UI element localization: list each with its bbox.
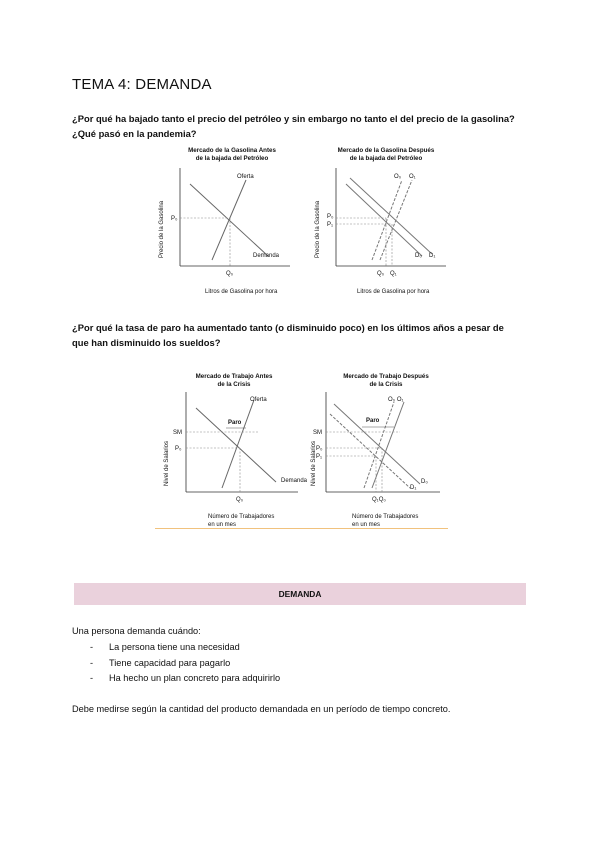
labour-right-d1-label: D₁	[410, 485, 417, 491]
bullet-marker: -	[90, 673, 94, 683]
bullet-marker: -	[90, 658, 94, 668]
gas-right-o1-label: O₁	[409, 174, 416, 180]
labour-left-sm-label: SM	[173, 430, 182, 436]
labour-right-demand-1-line	[330, 414, 410, 488]
labour-left-y-label: Nivel de Salarios	[164, 440, 170, 486]
gas-right-d0-label: D₀	[415, 253, 422, 259]
gas-left-title-1: Mercado de la Gasolina Antes	[188, 147, 276, 154]
gas-right-title-2: de la bajada del Petróleo	[349, 155, 423, 162]
labour-left-x-label-2: en un mes	[208, 522, 237, 528]
bullet-item	[90, 658, 230, 668]
labour-right-title-1: Mercado de Trabajo Después	[343, 373, 429, 380]
labour-right-demand-0-line	[334, 404, 420, 484]
question-1-line-2: ¿Qué pasó en la pandemia?	[72, 128, 197, 139]
gas-right-q0-label: Q₀	[377, 271, 385, 277]
labour-right-sm-label: SM	[313, 430, 322, 436]
gas-right-x-label: Litros de Gasolina por hora	[357, 289, 430, 295]
labour-right-supply-1-line	[372, 402, 404, 488]
labour-right-y-label: Nivel de Salarios	[311, 440, 317, 486]
gas-left-title-2: de la bajada del Petróleo	[195, 155, 269, 162]
labour-right-supply-0-line	[364, 402, 394, 488]
labour-right-p1-label: P₁	[316, 454, 323, 460]
labour-right-paro-label: Paro	[366, 418, 380, 424]
bullet-item	[90, 673, 280, 683]
closing-text: Debe medirse según la cantidad del producto demandada en un período de tiempo concreto.	[72, 704, 451, 714]
labour-left-x-label-1: Número de Trabajadores	[208, 514, 275, 520]
gas-left-demand-label: Demanda	[253, 253, 280, 259]
bullet-item	[90, 642, 240, 652]
gas-right-p1-label: P₁	[327, 222, 334, 228]
gas-left-y-label: Precio de la Gasolina	[159, 200, 165, 258]
gas-right-o0-label: O₀	[394, 174, 402, 180]
section-header-title: DEMANDA	[278, 589, 322, 599]
gas-left-supply-line	[212, 180, 246, 260]
question-1	[72, 111, 542, 141]
gas-right-supply-1-line	[380, 180, 412, 260]
bullet-text: Ha hecho un plan concreto para adquirirlo	[109, 673, 281, 683]
gas-right-supply-0-line	[372, 180, 402, 260]
labour-right-x-label-1: Número de Trabajadores	[352, 514, 419, 520]
gas-right-demand-0-line	[346, 184, 422, 256]
labour-right-q-label: Q₁Q₀	[372, 497, 386, 503]
gas-right-q1-label: Q₁	[390, 271, 397, 277]
section-header-band	[74, 583, 526, 605]
bullet-text: La persona tiene una necesidad	[109, 642, 240, 652]
question-1-line-1: ¿Por qué ha bajado tanto el precio del petróleo y sin embargo no tanto el del precio de la gasolina?	[72, 113, 515, 124]
page-title: TEMA 4: DEMANDA	[72, 76, 212, 93]
gas-left-supply-label: Oferta	[237, 174, 254, 180]
intro-text: Una persona demanda cuándo:	[72, 626, 201, 636]
labour-right-p0-label: P₀	[316, 446, 323, 452]
labour-left-supply-line	[222, 400, 254, 488]
bullet-text: Tiene capacidad para pagarlo	[109, 658, 231, 668]
labour-left-p-label: P₀	[175, 446, 182, 452]
question-2-line-1: ¿Por qué la tasa de paro ha aumentado tanto (o disminuido poco) en los últimos años a pesar de	[72, 322, 504, 333]
question-2-line-2: que han disminuido los sueldos?	[72, 337, 221, 348]
labour-right-title-2: de la Crisis	[369, 381, 403, 388]
gas-right-title-1: Mercado de la Gasolina Después	[337, 147, 435, 154]
labour-left-q-label: Q₀	[236, 497, 244, 503]
labour-left-title-1: Mercado de Trabajo Antes	[195, 373, 273, 380]
gas-right-y-label: Precio de la Gasolina	[315, 200, 321, 258]
labour-left-supply-label: Oferta	[250, 397, 267, 403]
question-2	[72, 320, 542, 350]
labour-left-demand-label: Demanda	[281, 478, 308, 484]
labour-left-title-2: de la Crisis	[217, 381, 251, 388]
labour-right-d0-label: D₀	[421, 479, 428, 485]
gas-left-x-label: Litros de Gasolina por hora	[205, 289, 278, 295]
gas-left-q-label: Q₀	[226, 271, 234, 277]
figure-underline	[155, 528, 448, 529]
gas-right-p0-label: P₀	[327, 214, 334, 220]
gasoline-market-figure	[150, 140, 460, 300]
labour-right-o-label: O₀ O₁	[388, 397, 404, 403]
labour-market-figure	[150, 368, 455, 530]
gas-right-demand-1-line	[350, 178, 432, 254]
labour-left-paro-label: Paro	[228, 420, 242, 426]
bullet-marker: -	[90, 642, 94, 652]
gas-right-d1-label: D₁	[429, 253, 436, 259]
gas-left-p-label: P₀	[171, 216, 178, 222]
labour-right-x-label-2: en un mes	[352, 522, 381, 528]
